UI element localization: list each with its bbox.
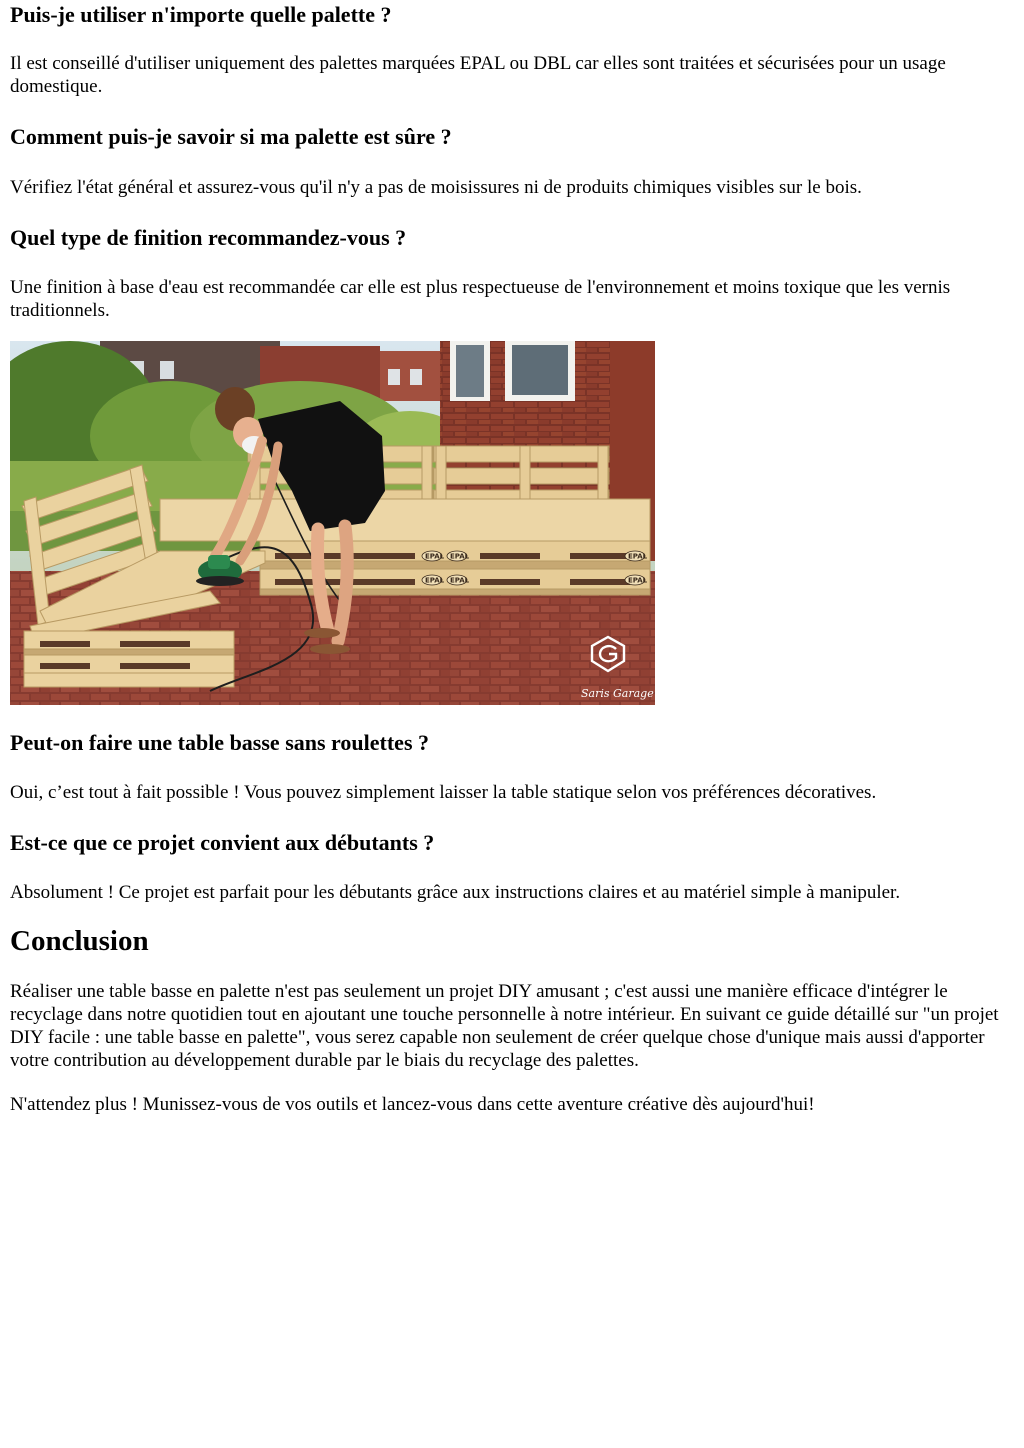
epal-stamp-2: EPAL [450,552,470,561]
faq-question-5: Est-ce que ce projet convient aux débutants ? [10,830,435,855]
article-body [0,2,1024,1116]
faq-question-2: Comment puis-je savoir si ma palette est sûre ? [10,124,452,149]
faq-answer-3: Une finition à base d'eau est recommandée car elle est plus respectueuse de l'environnement et moins toxique que les vernis traditionnels. [10,277,951,321]
faq-question-4: Peut-on faire une table basse sans roulettes ? [10,730,430,755]
faq-answer-5: Absolument ! Ce projet est parfait pour les débutants grâce aux instructions claires et au matériel simple à manipuler. [10,882,901,903]
conclusion-paragraph-1: Réaliser une table basse en palette n'est pas seulement un projet DIY amusant ; c'est aussi une manière efficace d'intégrer le recyclage dans notre quotidien tout en ajoutant une touche personnelle à notre intérieur. En suivant ce guide détaillé sur "un projet DIY facile : une table basse en palette", vous serez capable non seulement de créer quelque chose d'unique mais aussi d'apporter votre contribution au développement durable par le biais du recyclage des palettes. [10,981,999,1071]
faq-answer-4: Oui, c’est tout à fait possible ! Vous pouvez simplement laisser la table statique selon vos préférences décoratives. [10,782,877,803]
epal-stamp-3: EPAL [425,576,445,585]
conclusion-paragraph-2: N'attendez plus ! Munissez-vous de vos outils et lancez-vous dans cette aventure créative dès aujourd'hui! [10,1094,815,1115]
pallet-sofa-photo [10,341,655,705]
epal-stamp-5: EPAL [628,552,648,561]
faq-question-1: Puis-je utiliser n'importe quelle palette ? [10,2,392,27]
faq-question-3: Quel type de finition recommandez-vous ? [10,225,407,250]
faq-answer-1: Il est conseillé d'utiliser uniquement des palettes marquées EPAL ou DBL car elles sont traitées et sécurisées pour un usage domestique. [10,53,946,97]
conclusion-heading: Conclusion [10,925,149,957]
epal-stamp-1: EPAL [425,552,445,561]
faq-answer-2: Vérifiez l'état général et assurez-vous qu'il n'y a pas de moisissures ni de produits chimiques visibles sur le bois. [10,177,862,198]
watermark-text: Saris Garage [581,687,654,700]
epal-stamp-6: EPAL [628,576,648,585]
epal-stamp-4: EPAL [450,576,470,585]
